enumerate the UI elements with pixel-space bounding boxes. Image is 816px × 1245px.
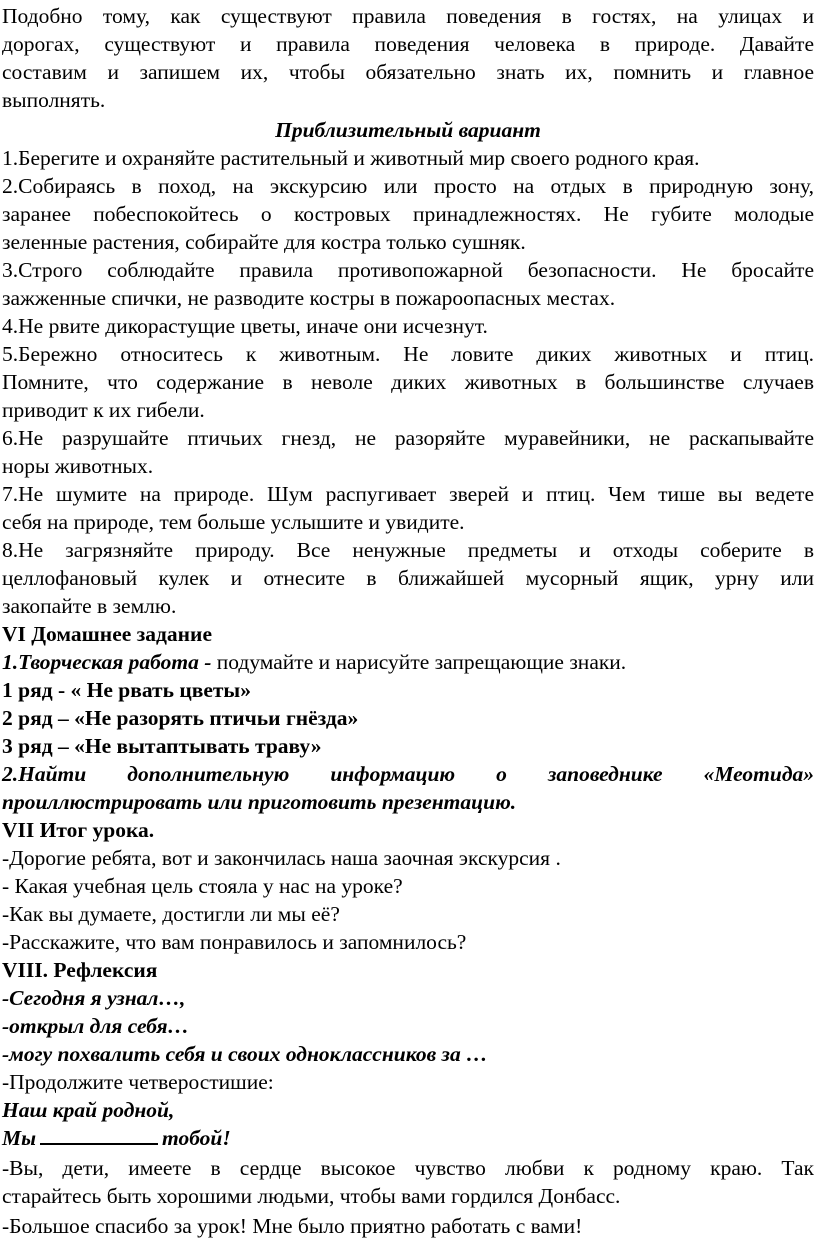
homework-task-2: проиллюстрировать или приготовить презентацию.	[2, 790, 517, 814]
summary-line: -Расскажите, что вам понравилось и запомнилось?	[2, 930, 467, 954]
poem-line-1: Наш край родной,	[2, 1098, 175, 1122]
rule-line: 5.Бережно относитесь к животным. Не ловите диких животных и птиц.	[2, 342, 814, 366]
reflection-prompt: -могу похвалить себя и своих одноклассников за …	[2, 1042, 488, 1066]
reflection-continue: -Продолжите четверостишие:	[2, 1070, 274, 1094]
reflection-heading: VIII. Рефлексия	[2, 958, 158, 982]
homework-row: 2 ряд – «Не разорять птичьи гнёзда»	[2, 706, 359, 730]
task-1-text: подумайте и нарисуйте запрещающие знаки.	[211, 650, 627, 674]
rule-line: 1.Берегите и охраняйте растительный и животный мир своего родного края.	[2, 146, 700, 170]
variant-title: Приблизительный вариант	[275, 118, 541, 142]
homework-task-1	[2, 648, 814, 676]
closing-line: -Большое спасибо за урок! Мне было приятно работать с вами!	[2, 1214, 583, 1238]
rule-line: Помните, что содержание в неволе диких животных в большинстве случаев	[2, 370, 814, 394]
homework-task-2: 2.Найти дополнительную информацию о заповеднике «Меотида»	[2, 762, 814, 786]
intro-line: дорогах, существуют и правила поведения человека в природе. Давайте	[2, 32, 814, 56]
rule-line: 6.Не разрушайте птичьих гнезд, не разоряйте муравейники, не раскапывайте	[2, 426, 814, 450]
homework-row: 1 ряд - « Не рвать цветы»	[2, 678, 251, 702]
intro-line: выполнять.	[2, 88, 106, 112]
rule-line: 4.Не рвите дикорастущие цветы, иначе они исчезнут.	[2, 314, 488, 338]
intro-line: составим и запишем их, чтобы обязательно знать их, помнить и главное	[2, 60, 814, 84]
poem-line-2	[2, 1124, 814, 1152]
rule-line: закопайте в землю.	[2, 594, 177, 618]
rule-line: 3.Строго соблюдайте правила противопожарной безопасности. Не бросайте	[2, 258, 814, 282]
rule-line: заранее побеспокойтесь о костровых принадлежностях. Не губите молодые	[2, 202, 814, 226]
poem-start: Мы	[2, 1126, 37, 1150]
rule-line: зажженные спички, не разводите костры в пожароопасных местах.	[2, 286, 616, 310]
intro-line: Подобно тому, как существуют правила поведения в гостях, на улицах и	[2, 4, 814, 28]
rule-line: 2.Собираясь в поход, на экскурсию или просто на отдых в природную зону,	[2, 174, 814, 198]
summary-line: -Дорогие ребята, вот и закончилась наша заочная экскурсия .	[2, 846, 561, 870]
reflection-prompt: -Сегодня я узнал…,	[2, 986, 186, 1010]
rule-line: приводит к их гибели.	[2, 398, 205, 422]
summary-line: -Как вы думаете, достигли ли мы её?	[2, 902, 340, 926]
closing-line: -Вы, дети, имеете в сердце высокое чувство любви к родному краю. Так	[2, 1156, 814, 1180]
homework-row: 3 ряд – «Не вытаптывать траву»	[2, 734, 322, 758]
closing-line: старайтесь быть хорошими людьми, чтобы вами гордился Донбасс.	[2, 1184, 621, 1208]
rule-line: целлофановый кулек и отнесите в ближайшей мусорный ящик, урну или	[2, 566, 814, 590]
homework-heading: VI Домашнее задание	[2, 622, 212, 646]
fill-in-blank	[40, 1125, 158, 1145]
rule-line: зеленные растения, собирайте для костра только сушняк.	[2, 230, 526, 254]
summary-heading: VII Итог урока.	[2, 818, 155, 842]
rule-line: 8.Не загрязняйте природу. Все ненужные предметы и отходы соберите в	[2, 538, 814, 562]
task-1-label: 1.Творческая работа -	[2, 650, 212, 674]
rule-line: 7.Не шумите на природе. Шум распугивает зверей и птиц. Чем тише вы ведете	[2, 482, 814, 506]
reflection-prompt: -открыл для себя…	[2, 1014, 190, 1038]
rule-line: себя на природе, тем больше услышите и увидите.	[2, 510, 465, 534]
rule-line: норы животных.	[2, 454, 154, 478]
summary-line: - Какая учебная цель стояла у нас на уроке?	[2, 874, 403, 898]
poem-end: тобой!	[162, 1126, 231, 1150]
